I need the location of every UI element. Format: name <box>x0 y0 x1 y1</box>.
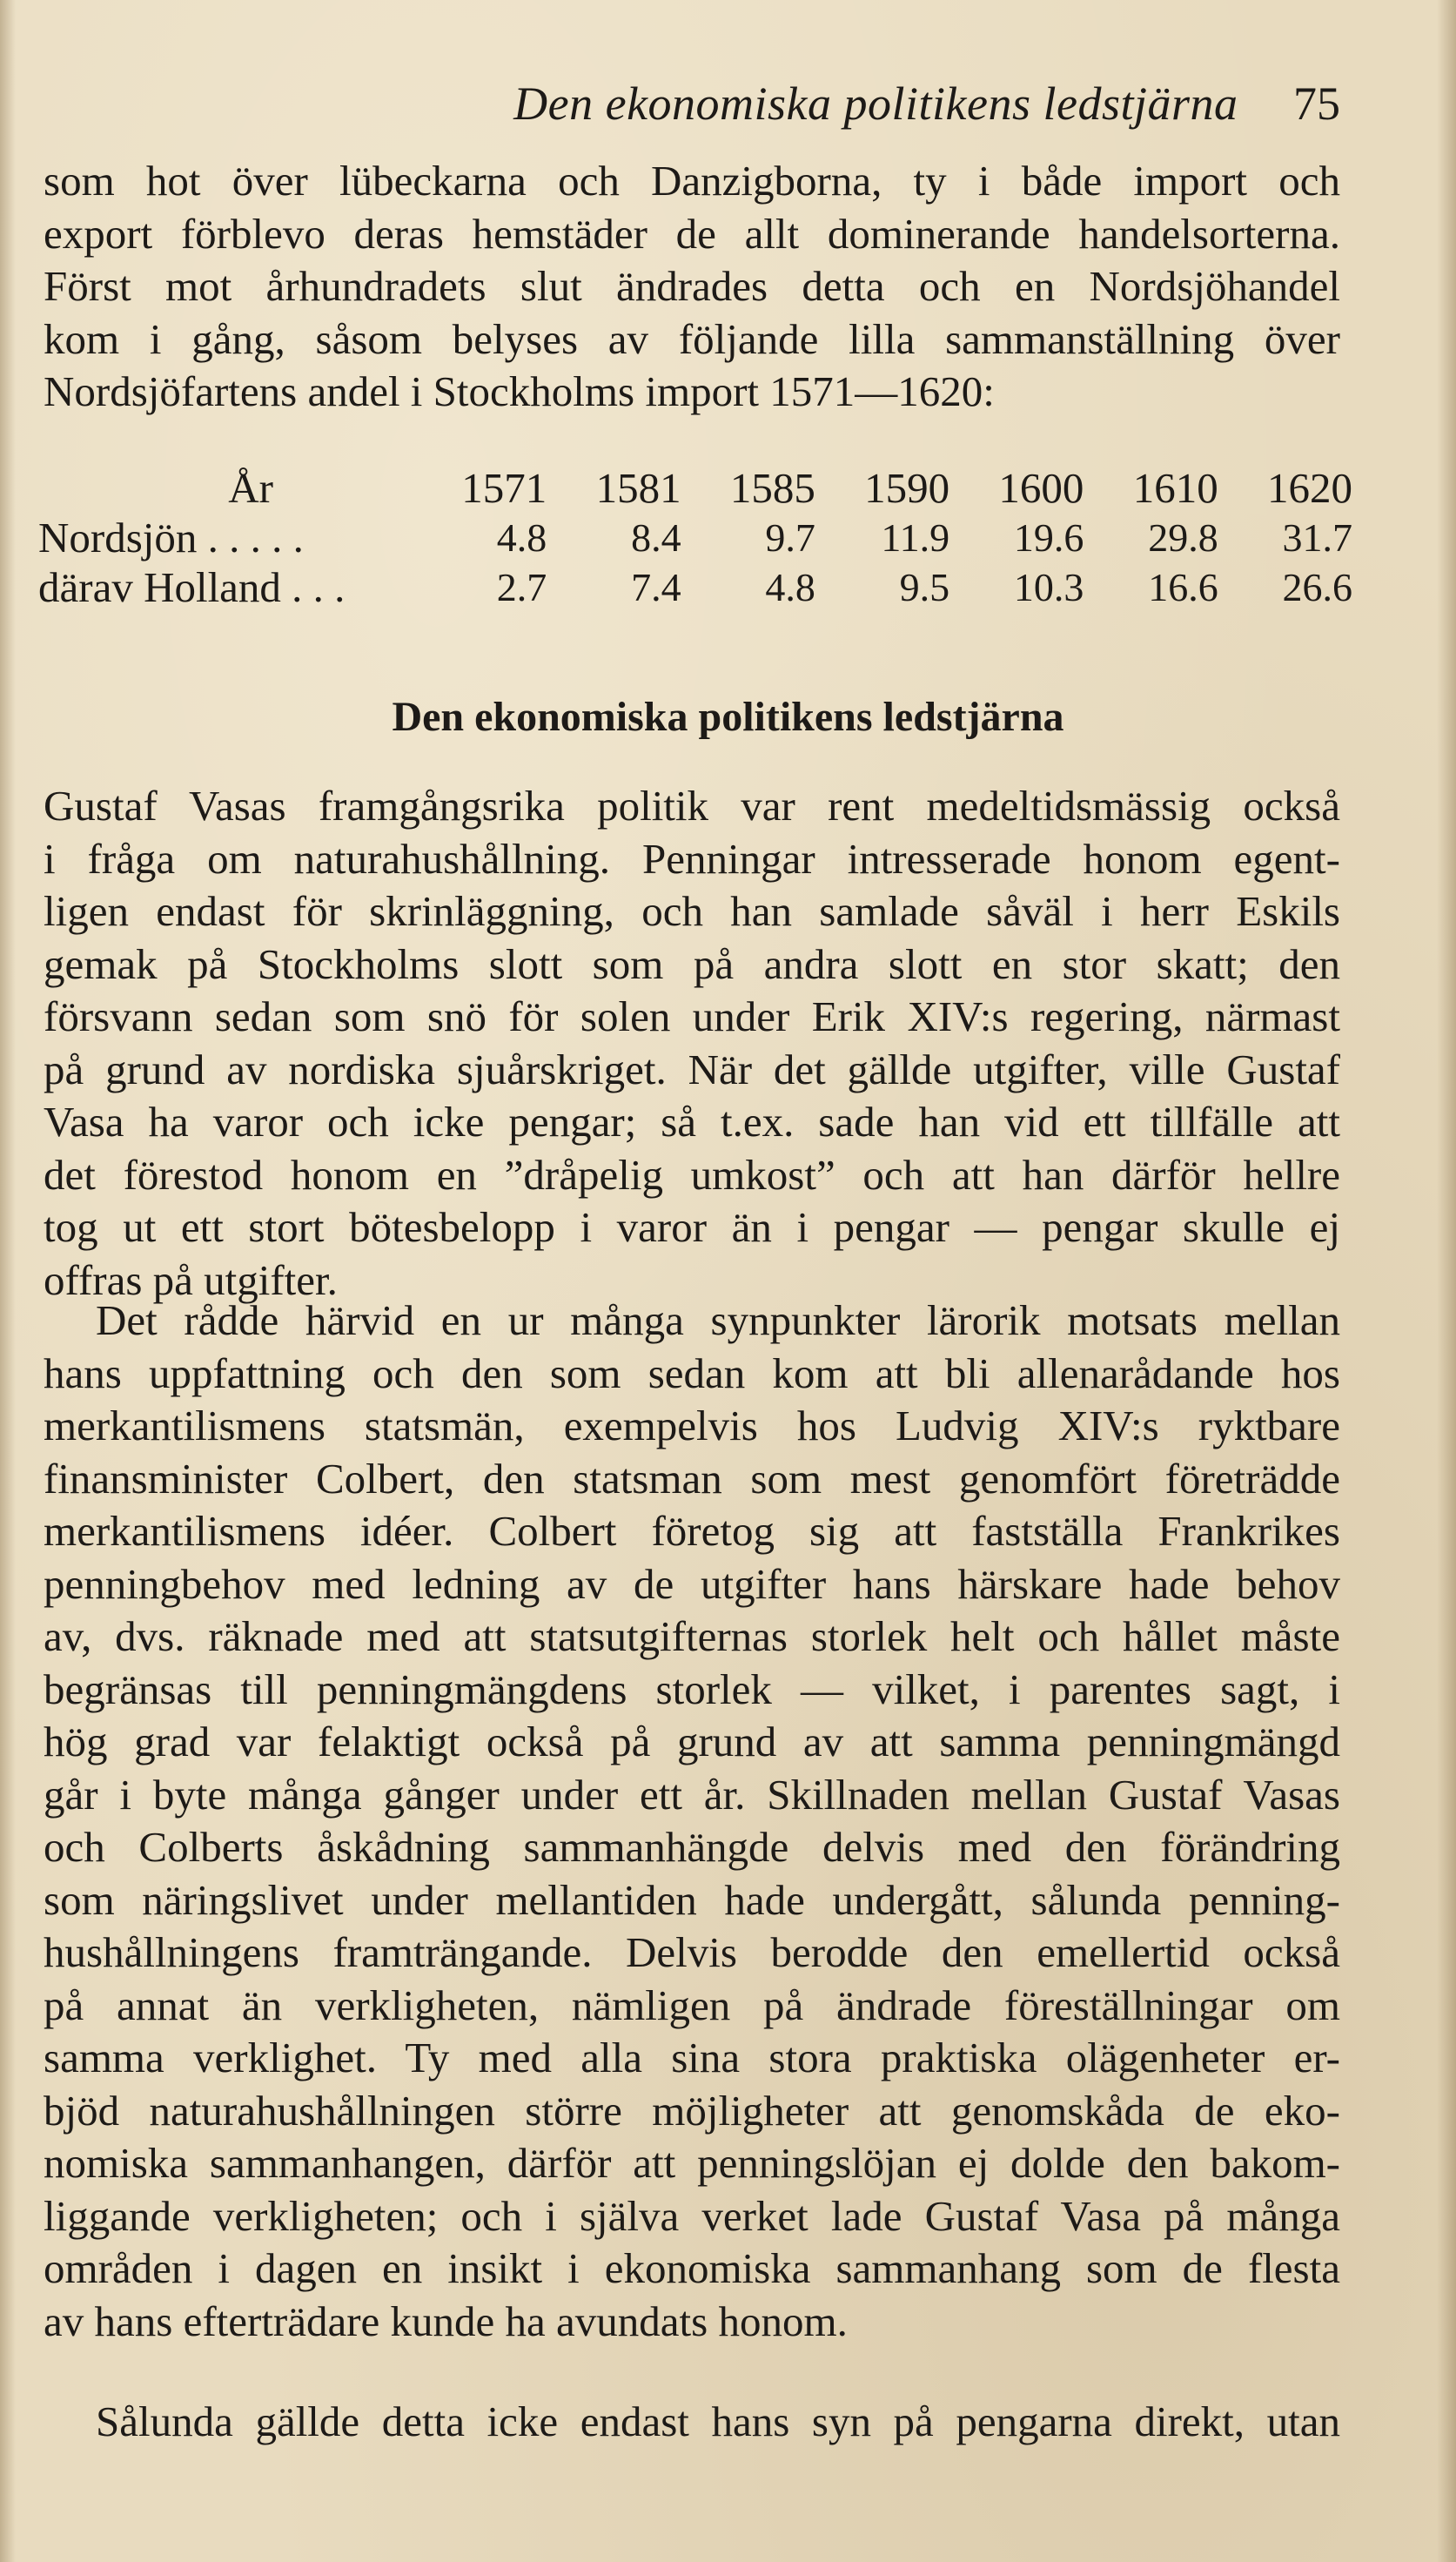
text-line: försvann sedan som snö för solen under Erik XIV:s regering, närmast <box>44 992 1340 1040</box>
table-cell: 29.8 <box>1148 515 1218 560</box>
text-line: Nordsjöfartens andel i Stockholms import 1571—1620: <box>44 367 995 415</box>
text-line: det förestod honom en ”dråpelig umkost” och att han därför hellre <box>44 1150 1340 1199</box>
table-cell: 8.4 <box>631 515 681 560</box>
running-title: Den ekonomiska politikens ledstjärna <box>513 77 1238 130</box>
table-cell: 11.9 <box>881 515 950 560</box>
text-line: av, dvs. räknade med att statsutgifternas storlek helt och hållet måste <box>44 1612 1340 1660</box>
table-year: 1581 <box>595 464 681 512</box>
table-cell: 31.7 <box>1282 515 1352 560</box>
table-row <box>38 562 1352 612</box>
section-heading: Den ekonomiska politikens ledstjärna <box>392 694 1064 740</box>
table-cell: 16.6 <box>1148 565 1218 609</box>
table-row-label: därav Holland . . . <box>38 563 346 611</box>
table-cell: 10.3 <box>1013 565 1084 609</box>
text-line: Det rådde härvid en ur många synpunkter lärorik motsats mellan <box>96 1296 1340 1344</box>
table-year: 1610 <box>1132 464 1218 512</box>
table-year: 1590 <box>864 464 950 512</box>
text-line: av hans efterträdare kunde ha avundats honom. <box>44 2296 848 2345</box>
text-line: Först mot århundradets slut ändrades detta och en Nordsjöhandel <box>44 262 1340 310</box>
text-line: som hot över lübeckarna och Danzigborna, ty i både import och <box>44 157 1340 205</box>
text-line: på annat än verkligheten, nämligen på ändrade föreställningar om <box>44 1980 1340 2029</box>
table-cell: 7.4 <box>631 565 681 609</box>
text-line: hög grad var felaktigt också på grund av att samma penningmängd <box>44 1718 1340 1765</box>
table-header-label: År <box>228 464 273 512</box>
text-line: samma verklighet. Ty med alla sina stora praktiska olägenheter er- <box>44 2034 1340 2081</box>
text-line: offras på utgifter. <box>44 1255 338 1304</box>
table-row-label: Nordsjön . . . . . <box>38 514 304 561</box>
table-row <box>38 513 1352 562</box>
table-year: 1571 <box>461 464 547 512</box>
text-line: kom i gång, såsom belyses av följande lilla sammanställning över <box>44 314 1340 363</box>
table-year: 1585 <box>729 464 815 512</box>
table-header-row <box>38 463 1352 513</box>
page-edge-left <box>0 0 16 2562</box>
table-year: 1620 <box>1267 464 1352 512</box>
text-line: och Colberts åskådning sammanhängde delvis med den förändring <box>44 1823 1340 1871</box>
table-cell: 2.7 <box>496 565 547 609</box>
table-cell: 4.8 <box>765 565 815 609</box>
import-table <box>38 463 1352 612</box>
text-line: områden i dagen en insikt i ekonomiska sammanhang som de flesta <box>44 2244 1340 2292</box>
table-cell: 9.7 <box>765 515 815 560</box>
text-line: hans uppfattning och den som sedan kom att bli allenarådande hos <box>44 1348 1340 1397</box>
page-edge-right <box>1437 0 1456 2562</box>
paragraph-1 <box>44 155 1340 419</box>
text-line: nomiska sammanhangen, därför att penningslöjan ej dolde den bakom- <box>44 2139 1340 2187</box>
running-head <box>0 77 1340 131</box>
table-cell: 9.5 <box>899 565 950 609</box>
text-line: på grund av nordiska sjuårskriget. När det gällde utgifter, ville Gustaf <box>44 1045 1340 1093</box>
table-cell: 4.8 <box>496 515 547 560</box>
text-line: tog ut ett stort bötesbelopp i varor än i pengar — pengar skulle ej <box>44 1203 1340 1251</box>
text-line: Gustaf Vasas framgångsrika politik var rent medeltidsmässig också <box>44 782 1340 830</box>
text-line: ligen endast för skrinläggning, och han samlade såväl i herr Eskils <box>44 887 1340 935</box>
paragraph-3 <box>44 1294 1340 2348</box>
text-line: bjöd naturahushållningen större möjligheter att genomskåda de eko- <box>44 2086 1340 2135</box>
text-line: hushållningens framträngande. Delvis berodde den emellertid också <box>44 1928 1340 1976</box>
text-line: liggande verkligheten; och i själva verket lade Gustaf Vasa på många <box>44 2191 1340 2240</box>
table-cell: 26.6 <box>1282 565 1352 609</box>
table-cell: 19.6 <box>1013 515 1084 560</box>
text-line: som näringslivet under mellantiden hade undergått, sålunda penning- <box>44 1875 1340 1924</box>
text-line: gemak på Stockholms slott som på andra slott en stor skatt; den <box>44 939 1340 988</box>
text-line: Sålunda gällde detta icke endast hans syn på pengarna direkt, utan <box>96 2397 1340 2445</box>
paragraph-4 <box>44 2396 1340 2449</box>
text-line: i fråga om naturahushållning. Penningar intresserade honom egent- <box>44 834 1340 883</box>
table-year: 1600 <box>998 464 1084 512</box>
text-line: penningbehov med ledning av de utgifter hans härskare hade behov <box>44 1559 1340 1608</box>
text-line: finansminister Colbert, den statsman som mest genomfört företrädde <box>44 1454 1340 1503</box>
page-number: 75 <box>1293 77 1340 130</box>
text-line: går i byte många gånger under ett år. Skillnaden mellan Gustaf Vasas <box>44 1770 1340 1819</box>
text-line: begränsas till penningmängdens storlek — vilket, i parentes sagt, i <box>44 1664 1340 1713</box>
text-line: export förblevo deras hemstäder de allt dominerande handelsorterna. <box>44 209 1340 258</box>
text-line: merkantilismens statsmän, exempelvis hos Ludvig XIV:s ryktbare <box>44 1402 1340 1449</box>
paragraph-2 <box>44 780 1340 1307</box>
text-line: Vasa ha varor och icke pengar; så t.ex. sade han vid ett tillfälle att <box>44 1098 1340 1146</box>
text-line: merkantilismens idéer. Colbert företog sig att fastställa Frankrikes <box>44 1507 1340 1555</box>
